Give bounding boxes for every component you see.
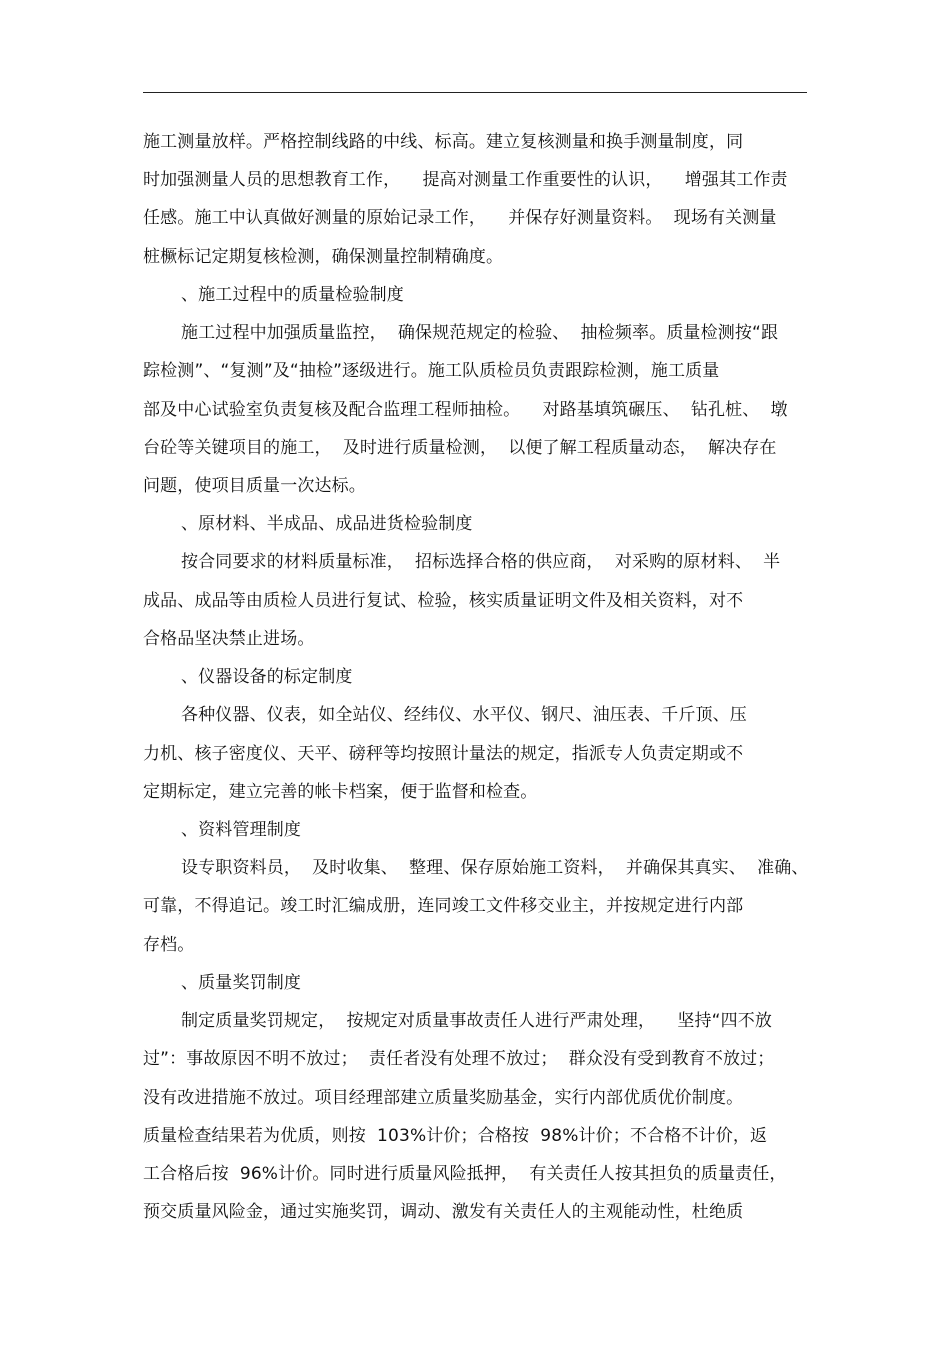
paragraph-line: 各种仪器、仪表，如全站仪、经纬仪、水平仪、钢尺、油压表、千斤顶、压 <box>181 705 747 725</box>
paragraph-line: 按合同要求的材料质量标准， 招标选择合格的供应商， 对采购的原材料、 半 <box>181 552 781 572</box>
header-rule <box>143 92 807 93</box>
section-heading: 、质量奖罚制度 <box>181 973 302 993</box>
paragraph-line: 施工过程中加强质量监控， 确保规范规定的检验、 抽检频率。质量检测按“跟 <box>181 323 779 343</box>
paragraph-line: 制定质量奖罚规定， 按规定对质量事故责任人进行严肃处理， 坚持“四不放 <box>181 1011 773 1031</box>
paragraph-line: 过”：事故原因不明不放过； 责任者没有处理不放过； 群众没有受到教育不放过； <box>143 1049 775 1069</box>
paragraph-line: 台砼等关键项目的施工， 及时进行质量检测， 以便了解工程质量动态， 解决存在 <box>143 438 777 458</box>
section-heading: 、仪器设备的标定制度 <box>181 667 353 687</box>
paragraph-line: 部及中心试验室负责复核及配合监理工程师抽检。 对路基填筑碾压、 钻孔桩、 墩 <box>143 400 788 420</box>
paragraph-line: 问题，使项目质量一次达标。 <box>143 476 366 496</box>
paragraph-line: 合格品坚决禁止进场。 <box>143 629 315 649</box>
section-heading: 、原材料、半成品、成品进货检验制度 <box>181 514 473 534</box>
paragraph-line: 踪检测”、“复测”及“抽检”逐级进行。施工队质检员负责跟踪检测，施工质量 <box>143 361 720 381</box>
paragraph-line: 可靠，不得追记。竣工时汇编成册，连同竣工文件移交业主，并按规定进行内部 <box>143 896 744 916</box>
paragraph-line: 定期标定，建立完善的帐卡档案，便于监督和检查。 <box>143 782 538 802</box>
paragraph-line: 任感。施工中认真做好测量的原始记录工作， 并保存好测量资料。 现场有关测量 <box>143 208 777 228</box>
paragraph-line: 成品、成品等由质检人员进行复试、检验，核实质量证明文件及相关资料，对不 <box>143 591 744 611</box>
paragraph-line: 桩橛标记定期复核检测，确保测量控制精确度。 <box>143 247 504 267</box>
paragraph-line: 没有改进措施不放过。项目经理部建立质量奖励基金，实行内部优质优价制度。 <box>143 1088 744 1108</box>
paragraph-line: 工合格后按 96%计价。同时进行质量风险抵押， 有关责任人按其担负的质量责任， <box>143 1164 787 1184</box>
paragraph-line: 质量检查结果若为优质，则按 103%计价；合格按 98%计价；不合格不计价，返 <box>143 1126 768 1146</box>
section-heading: 、资料管理制度 <box>181 820 302 840</box>
section-heading: 、施工过程中的质量检验制度 <box>181 285 404 305</box>
paragraph-line: 设专职资料员， 及时收集、 整理、保存原始施工资料， 并确保其真实、 准确、 <box>181 858 809 878</box>
paragraph-line: 预交质量风险金，通过实施奖罚，调动、激发有关责任人的主观能动性，杜绝质 <box>143 1202 744 1222</box>
paragraph-line: 施工测量放样。严格控制线路的中线、标高。建立复核测量和换手测量制度，同 <box>143 132 744 152</box>
paragraph-line: 时加强测量人员的思想教育工作， 提高对测量工作重要性的认识， 增强其工作责 <box>143 170 788 190</box>
paragraph-line: 力机、核子密度仪、天平、磅秤等均按照计量法的规定，指派专人负责定期或不 <box>143 744 744 764</box>
paragraph-line: 存档。 <box>143 935 195 955</box>
